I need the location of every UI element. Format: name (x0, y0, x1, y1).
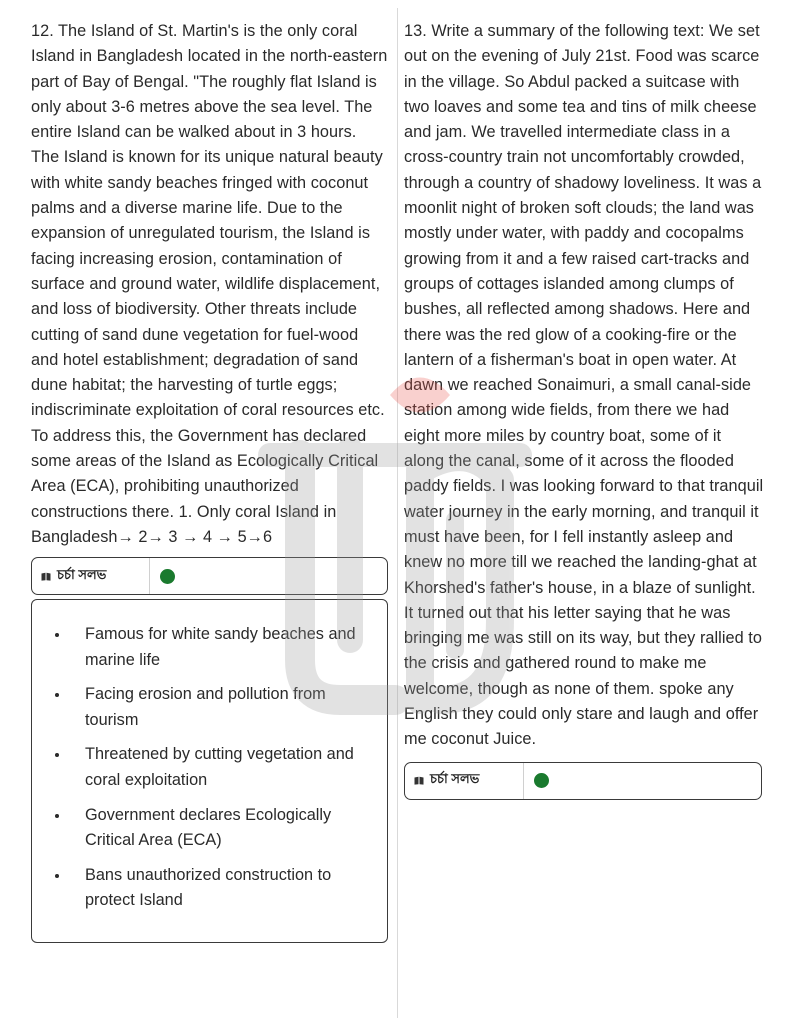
question-13-text: 13. Write a summary of the following text: We set out on the evening of July 21st. Food was scarce in the village. So Abdul packed a suitcase with two loaves and some tea and tins of milk cheese and jam. We travelled intermediate class in a cross-country train not uncomfortably crowded, through a country of shadowy loveliness. It was a moonlit night of broken soft clouds; the land was mostly under water, with paddy and cocopalms growing from it and a few raised cart-tracks and groups of cottages islanded among clumps of bushes, all reflected among shadows. Here and there was the red glow of a cooking-fire or the lantern of a fisherman's boat in open water. At dawn we reached Sonaimuri, a small canal-side station among wide fields, from there we had eight more miles by country boat, some of it along the canal, some of it across the flooded paddy fields. I was looking forward to that tranquil water journey in the early morning, and tranquil it must have been, for I fell instantly asleep and knew no more till we reached the landing-ghat at Khorshed's father's house, in a blaze of sunlight. It turned out that his letter saying that he was bringing me was still on its way, but they rallied to the crisis and gathered round to make me welcome, though as none of them. spoke any English they could only stare and laugh and offer me coconut Juice. (404, 22, 764, 749)
solve-chip-label-container (405, 763, 524, 799)
right-column (404, 19, 764, 800)
solve-chip-label: চর্চা সলভ (57, 566, 107, 582)
status-dot-icon (160, 569, 175, 584)
answer-box (31, 599, 388, 943)
answer-item: • Famous for white sandy beaches and marine life (70, 622, 371, 673)
answer-item: • Threatened by cutting vegetation and coral exploitation (70, 742, 371, 793)
solve-chip-left[interactable] (31, 557, 388, 595)
solve-chip-label: চর্চা সলভ (430, 771, 480, 787)
book-icon (41, 572, 51, 581)
left-column (31, 19, 388, 943)
solve-chip-label-container (32, 558, 150, 594)
answer-item: • Bans unauthorized construction to protect Island (70, 863, 371, 914)
answer-list (48, 622, 371, 913)
book-icon (414, 776, 424, 785)
column-divider (397, 8, 398, 1018)
solve-chip-right[interactable] (404, 762, 762, 800)
question-12-text: 12. The Island of St. Martin's is the only coral Island in Bangladesh located in the north-eastern part of Bay of Bengal. "The roughly flat Island is only about 3-6 metres above the sea level. The entire Island can be walked about in 3 hours. The Island is known for its unique natural beauty with white sandy beaches fringed with coconut palms and a diverse marine life. Due to the expansion of unregulated tourism, the Island is facing increasing erosion, contamination of surface and ground water, wildlife displacement, and loss of biodiversity. Other threats include cutting of sand dune vegetation for fuel-wood and hotel establishment; degradation of sand dune habitat; the harvesting of turtle eggs; indiscriminate exploitation of coral resources etc. To address this, the Government has declared some areas of the Island as Ecologically Critical Area (ECA), prohibiting unauthorized constructions there. 1. Only coral Island in Bangladesh→ 2→ 3 → 4 → 5→6 (31, 22, 388, 546)
status-dot-icon (534, 773, 549, 788)
answer-item: • Government declares Ecologically Critical Area (ECA) (70, 803, 371, 854)
answer-item: • Facing erosion and pollution from tourism (70, 682, 371, 733)
